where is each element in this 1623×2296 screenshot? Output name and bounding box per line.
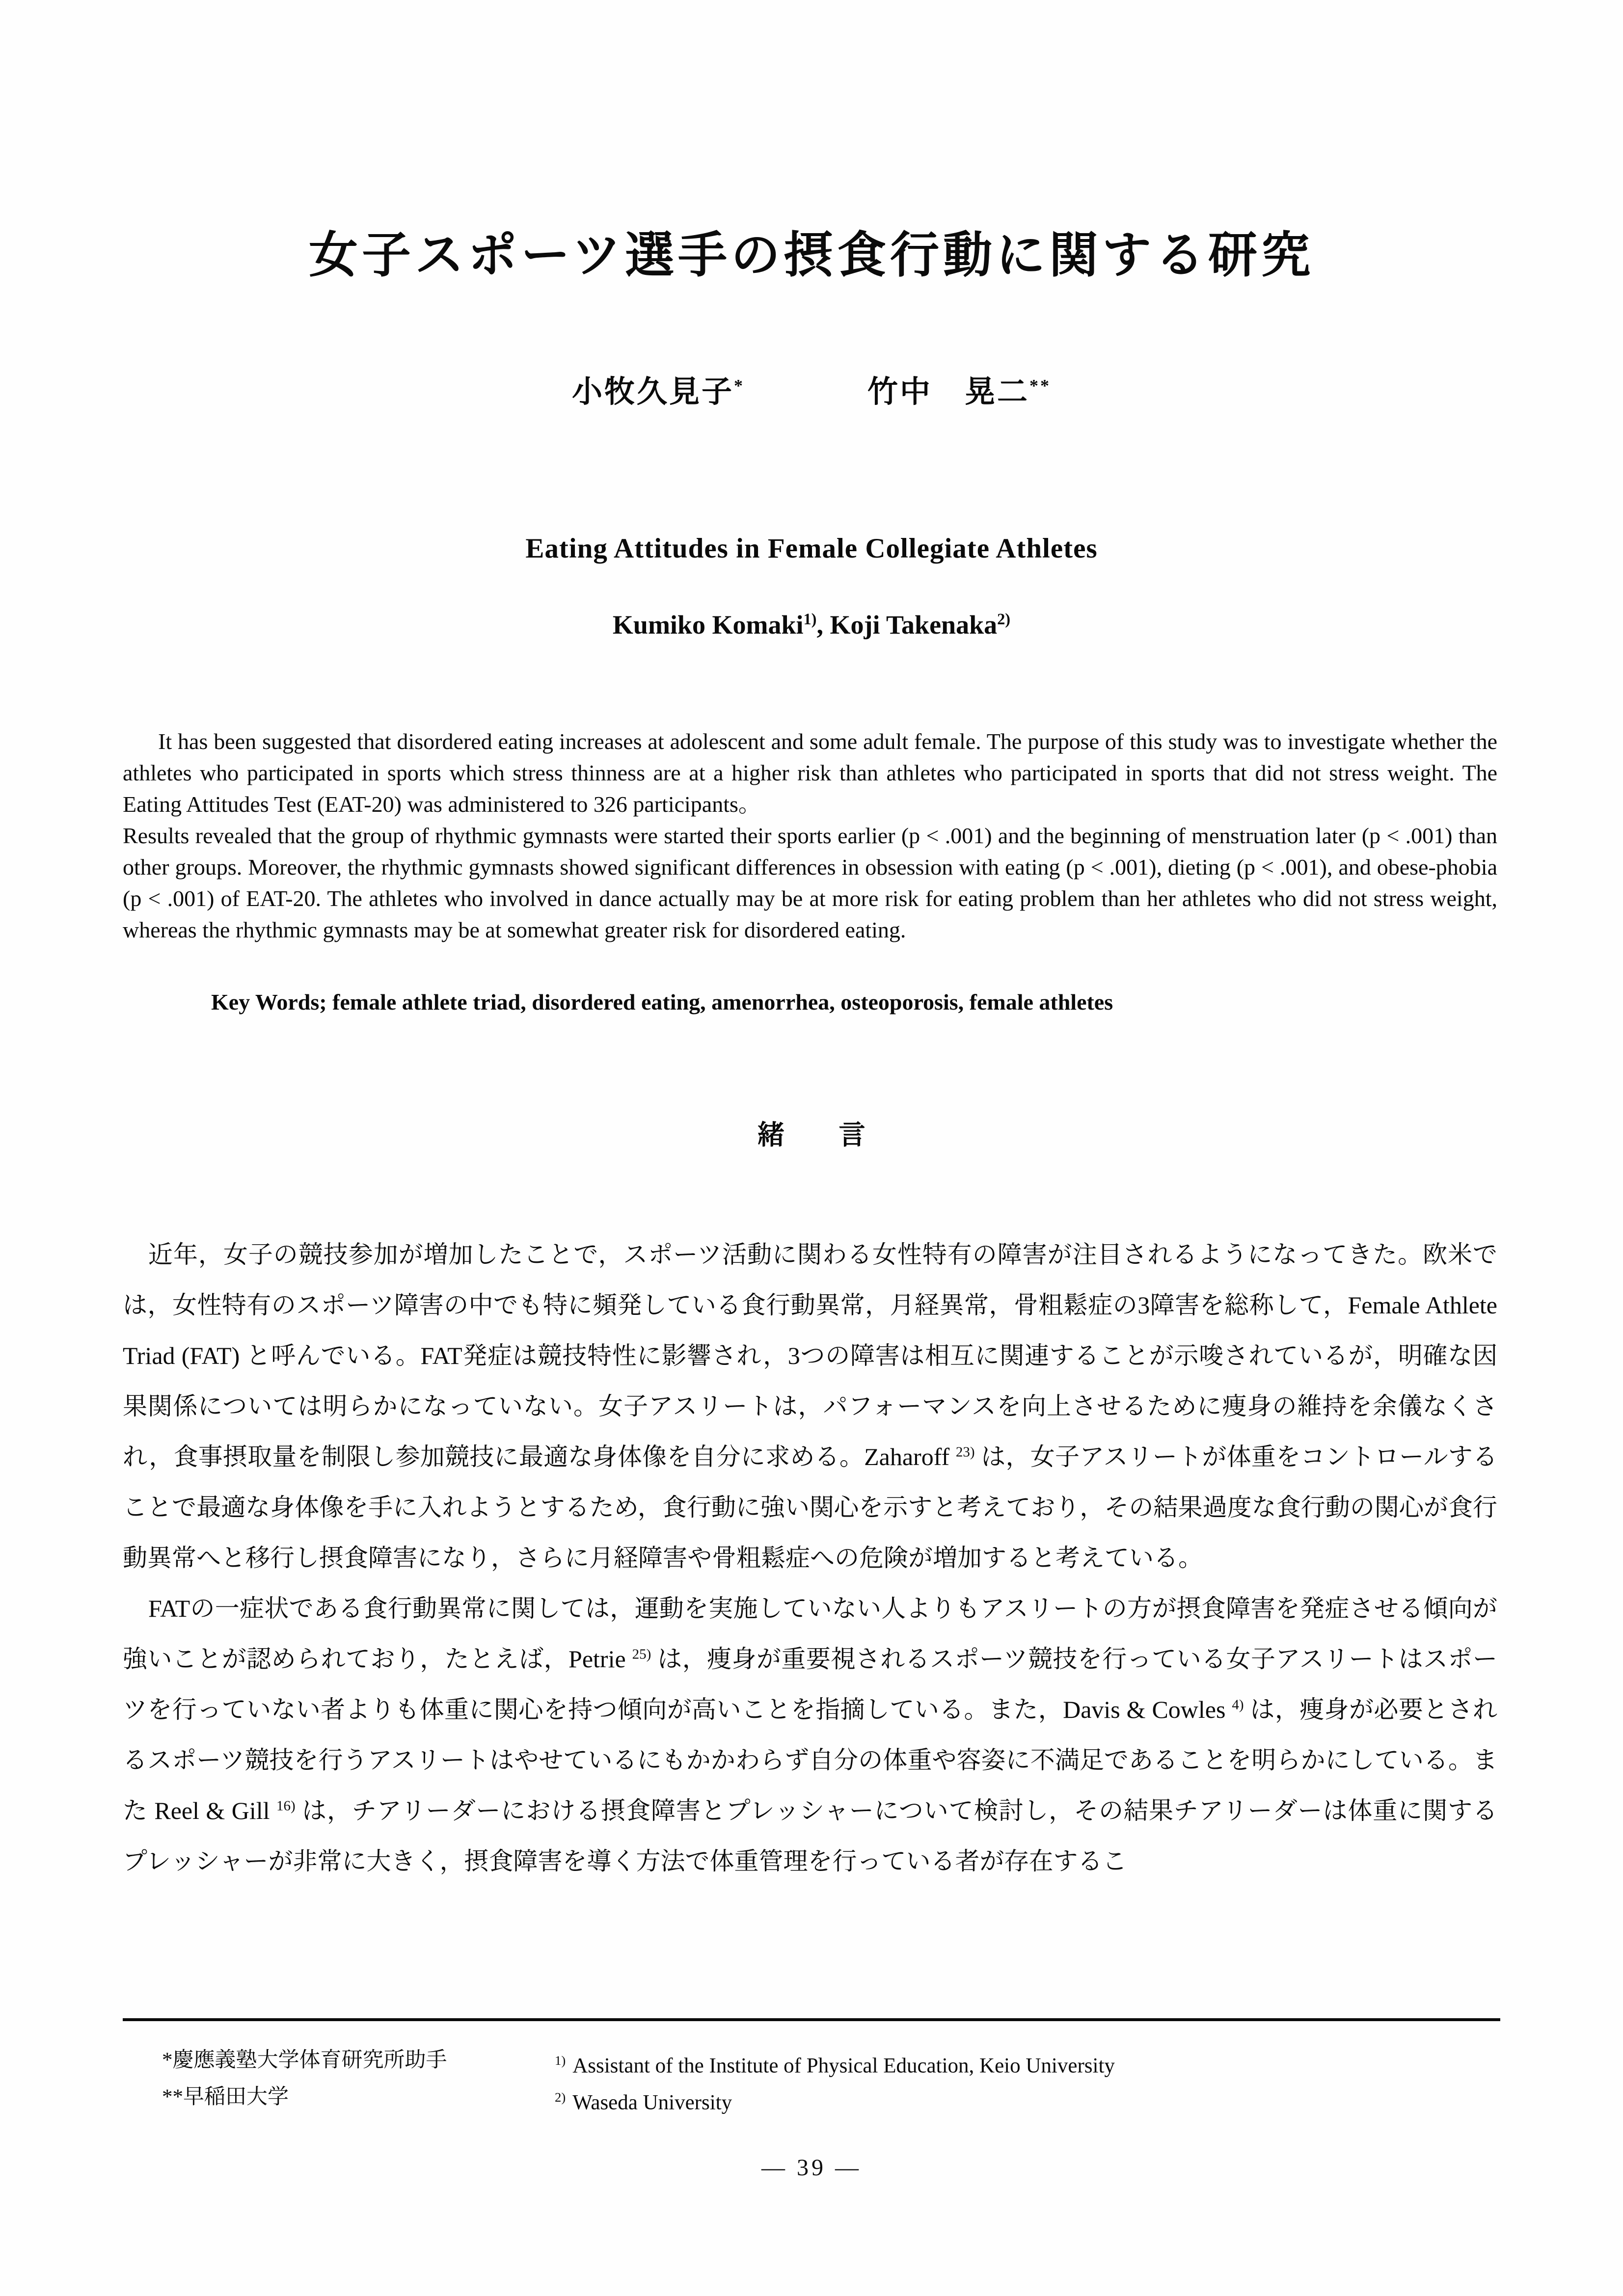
paper-title-en: Eating Attitudes in Female Collegiate Athletes [525,533,1098,564]
intro-p1-text-0: 近年，女子の競技参加が増加したことで，スポーツ活動に関わる女性特有の障害が注目されるようになってきた。欧米では，女性特有のスポーツ障害の中でも特に頻発している食行動異常，月経異常，骨粗鬆症の3障害を総称して，Female Athlete Triad (FAT) と呼んでいる。FAT発症は競技特性に影響され，3つの障害は相互に関連することが示唆されているが，明確な因果関係については明らかになっていない。女子アスリートは，パフォーマンスを向上させるために痩身の維持を余儀なくされ，食事摂取量を制限し参加競技に最適な身体像を自分に求める。Zaharoff [123,1241,1497,1470]
author-en-separator: , [816,610,830,640]
intro-p2-text-0: FATの一症状である食行動異常に関しては，運動を実施していない人よりもアスリートの方が摂食障害を発症させる傾向が強いことが認められており，たとえば，Petrie [123,1595,1497,1673]
page-number: — 39 — [761,2154,862,2181]
authors-en-line [0,610,1623,640]
footnote-left-1: *慶應義塾大学体育研究所助手 [162,2049,447,2072]
introduction-body [123,1229,1497,1887]
paper-title-jp: 女子スポーツ選手の摂食行動に関する研究 [309,228,1314,283]
footnote-left-2: **早稲田大学 [162,2085,289,2109]
intro-p2-text-2: は，痩身が必要とされるスポーツ競技を行うアスリートはやせているにもかかわらず自分の体重や容姿に不満足であることを明らかにしている。また Reel & Gill [123,1696,1497,1824]
intro-p1-text-1: は，女子アスリートが体重をコントロールすることで最適な身体像を手に入れようとするため，食行動に強い関心を示すと考えており，その結果過度な食行動の関心が食行動異常へと移行し摂食障害になり，さらに月経障害や骨粗鬆症への危険が増加すると考えている。 [123,1443,1497,1572]
author-jp-1 [572,375,745,409]
footnote-divider [123,2018,1500,2021]
abstract-paragraph-1: It has been suggested that disordered eating increases at adolescent and some adult female. The purpose of this study was to investigate whether the athletes who participated in sports which stress thinness are at a higher risk than athletes who participated in sports that did not stress weight. The Eating Attitudes Test (EAT-20) was administered to 326 participants。 [123,729,1497,817]
author-en-2-name: Koji Takenaka [830,610,998,640]
intro-p2-ref-4: 4) [1232,1697,1244,1713]
authors-jp-line [0,367,1623,411]
footnote-right-1-sup: 1) [555,2053,566,2068]
footnote-right-2-sup: 2) [555,2090,566,2105]
intro-p2-ref-25: 25) [632,1646,651,1662]
footnote-right-2 [555,2082,1497,2118]
page-footer [0,2018,1623,2181]
intro-p2-ref-16: 16) [276,1798,296,1814]
abstract-paragraph-2: Results revealed that the group of rhythmic gymnasts were started their sports earlier (p < .001) and the beginning of menstruation later (p < .001) than other groups. Moreover, the rhythmic gymnasts showed significant differences in obsession with eating (p < .001), dieting (p < .001), and obese-phobia (p < .001) of EAT-20. The athletes who involved in dance actually may be at more risk for eating problem than her athletes who did not stress weight, whereas the rhythmic gymnasts may be at somewhat greater risk for disordered eating. [123,823,1497,942]
keywords-line: Key Words; female athlete triad, disordered eating, amenorrhea, osteoporosis, female athletes [211,989,1113,1015]
author-en-1-sup: 1) [803,611,817,628]
footnote-right-1-text: Assistant of the Institute of Physical Education, Keio University [572,2054,1115,2078]
section-heading-introduction: 緒 言 [757,1120,866,1150]
intro-p1-ref-23: 23) [955,1444,975,1460]
author-jp-2 [867,375,1051,409]
author-jp-1-mark: * [734,375,745,396]
footnote-right-1 [555,2045,1497,2082]
intro-paragraph-2 [123,1583,1497,1887]
footnote-right-2-text: Waseda University [572,2091,732,2114]
author-jp-1-name: 小牧久見子 [572,375,734,409]
intro-p2-text-1: は，痩身が重要視されるスポーツ競技を行っている女子アスリートはスポーツを行っていない者よりも体重に関心を持つ傾向が高いことを指摘している。また，Davis & Cowles [123,1645,1497,1723]
author-jp-2-name: 竹中 晃二 [867,375,1030,409]
author-en-2-sup: 2) [997,611,1011,628]
intro-p2-text-3: は，チアリーダーにおける摂食障害とプレッシャーについて検討し，その結果チアリーダーは体重に関するプレッシャーが非常に大きく，摂食障害を導く方法で体重管理を行っている者が存在するこ [123,1797,1497,1875]
author-jp-2-mark: ** [1029,375,1051,396]
footnotes [162,2045,1497,2119]
author-en-1-name: Kumiko Komaki [612,610,804,640]
intro-paragraph-1 [123,1229,1497,1583]
abstract [123,726,1497,946]
